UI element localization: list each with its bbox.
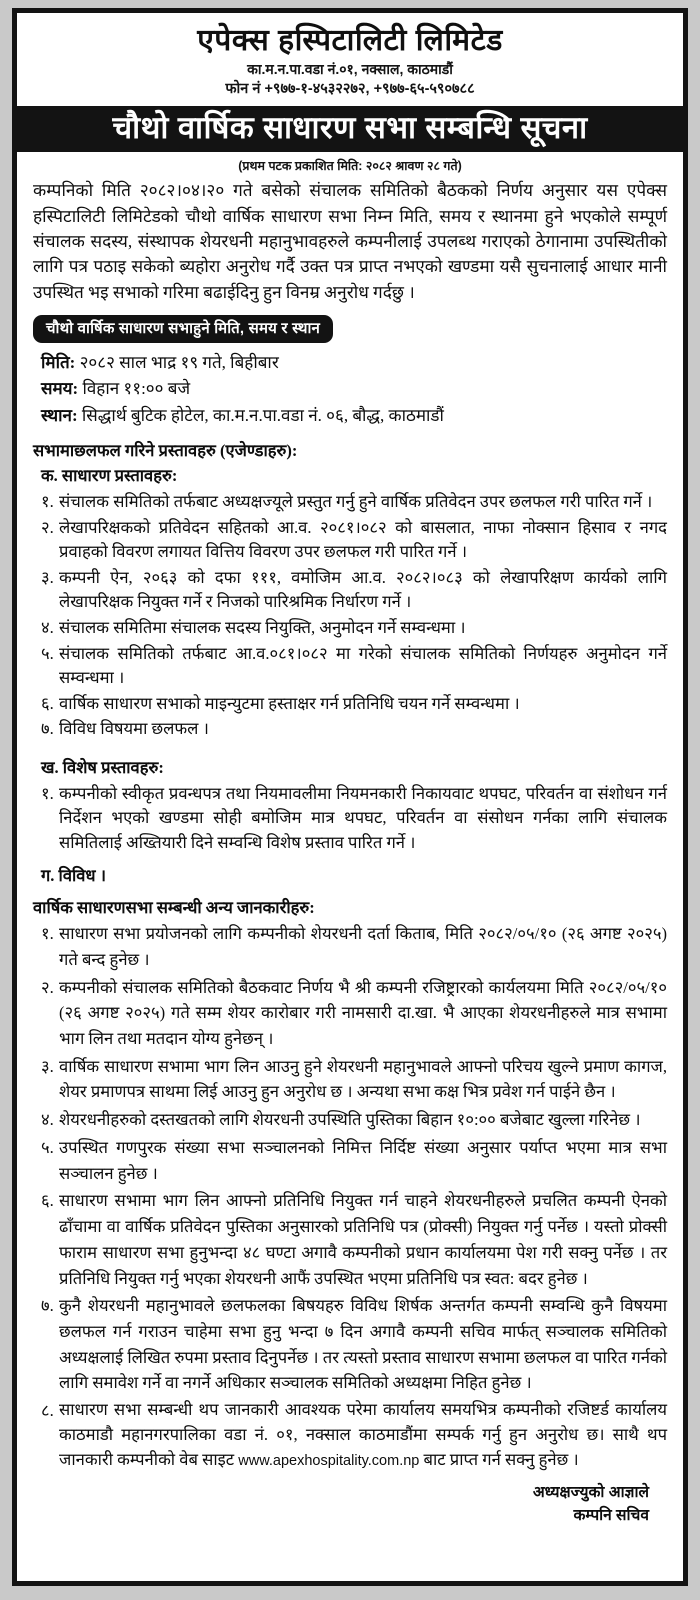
list-item-marker: ५.	[41, 1137, 54, 1157]
agenda-special-heading: ख. विशेष प्रस्तावहरु:	[41, 757, 164, 777]
company-address: का.म.न.पा.वडा नं.०१, नक्साल, काठमाडौं	[247, 61, 453, 78]
meeting-time-label: समय:	[41, 379, 79, 399]
list-item-marker: ५.	[41, 643, 54, 663]
list-item-marker: १.	[41, 492, 54, 512]
list-item-marker: ३.	[41, 1056, 54, 1076]
meeting-venue-label: स्थान:	[41, 405, 78, 425]
list-item-marker: ७.	[41, 719, 54, 739]
list-item-marker: २.	[41, 517, 54, 537]
list-item	[33, 921, 667, 972]
list-item	[33, 490, 667, 515]
list-item-marker: ४.	[41, 617, 54, 637]
list-item	[33, 717, 667, 742]
list-item	[33, 566, 667, 615]
list-item	[33, 1107, 667, 1133]
list-item-text: संचालक समितिको तर्फबाट अध्यक्षज्यूले प्रस्तुत गर्नु हुने वार्षिक प्रतिवेदन उपर छलफल गरी पारित गर्ने ।	[59, 492, 653, 512]
notice-frame	[12, 8, 688, 1586]
notice-body	[17, 178, 683, 1537]
list-item-text: कम्पनी ऐन, २०६३ को दफा १११, वमोजिम आ.व. २०८२।०८३ को लेखापरिक्षण कार्यको लागि लेखापरिक्षक नियुक्त गर्ने र निजको पारिश्रमिक निर्धारण गर्ने ।	[59, 567, 667, 612]
company-website-url[interactable]: www.apexhospitality.com.np	[238, 1452, 420, 1469]
list-item-text: वार्षिक साधारण सभामा भाग लिन आउनु हुने शेयरधनी महानुभावले आफ्नो परिचय खुल्ने प्रमाण कागज, शेयर प्रमाणपत्र साथमा लिई आउनु हुन अनुरोध छ । अन्यथा सभा कक्ष भित्र प्रवेश गर्न पाईने छैन ।	[59, 1056, 667, 1102]
signature-block	[33, 1481, 667, 1528]
list-item-text: कम्पनीको स्वीकृत प्रवन्धपत्र तथा नियमावलीमा नियमनकारी निकायवाट थपघट, परिवर्तन वा संशोधन गर्न निर्देशन भएको खण्डमा सोही बमोजिम मात्र थपघट, परिवर्तन वा संसोधन गर्नका लागि संचालक समितिलाई अख्तियारी दिने सम्व‍न्धि विशेष प्रस्ताव पारित गर्ने ।	[59, 783, 667, 852]
list-item-text: शेयरधनीहरुको दस्तखतको लागि शेयरधनी उपस्थिति पुस्तिका बिहान १०:०० बजेबाट खुल्ला गरिनेछ ।	[59, 1110, 641, 1130]
list-item-text	[59, 1398, 667, 1473]
list-item	[33, 1054, 667, 1105]
agenda-misc-heading: ग. विविध ।	[41, 866, 106, 886]
list-item-text: संचालक समितिको तर्फबाट आ.व.०८१।०८२ मा गरेको संचालक समितिको निर्णयहरु अनुमोदन गर्ने सम्वन्धमा ।	[59, 643, 667, 688]
signature-authority-line: अध्यक्षज्युको आज्ञाले	[532, 1483, 649, 1501]
list-item	[33, 642, 667, 691]
list-item-text: लेखापरिक्षकको प्रतिवेदन सहितको आ.व. २०८१।०८२ को बासलात, नाफा नोक्सान हिसाव र नगद प्रवाहको विवरण लगायत वित्तिय विवरण उपर छलफल गरी पारित गर्ने ।	[59, 517, 667, 562]
list-item	[33, 975, 667, 1052]
meeting-pill-wrapper	[33, 315, 667, 350]
last-item-text-before-url: साधारण सभा सम्बन्धी थप जानकारी आवश्यक परेमा कार्यालय समयभित्र कम्पनीको रजिष्टर्ड कार्यालय काठमाडौ महानगरपालिका वडा नं. ०१, नक्साल काठमाडौंमा सम्पर्क गर्नु हुन अनुरोध छ। साथै थप जानकारी कम्पनीको वेब साइट	[59, 1400, 667, 1469]
list-item-text: संचालक समितिमा संचालक सदस्य नियुक्ति, अनुमोदन गर्ने सम्वन्धमा ।	[59, 617, 466, 637]
list-item	[33, 1135, 667, 1186]
list-item-marker: ३.	[41, 567, 54, 587]
list-item-text: कम्पनीको संचालक समितिको बैठकवाट निर्णय भै श्री कम्पनी रजिष्ट्रारको कार्यलयमा मिति २०८२/०५/१० (२६ अगष्ट २०२५) गते सम्म शेयर कारोबार गरी नामसारी दा.खा. भै आएका शेयरधनीहरुले मात्र सभामा भाग लिन तथा मतदान योग्य हुनेछन् ।	[59, 977, 667, 1049]
agenda-heading: सभामाछलफल गरिने प्रस्तावहरु (एजेण्डाहरु):	[33, 441, 298, 461]
intro-paragraph: कम्पनिको मिति २०८२।०४।२० गते बसेको संचालक समितिको बैठकको निर्णय अनुसार यस एपेक्स हस्पिटालिटी लिमिटेडको चौथो वार्षिक साधारण सभा निम्न मिति, समय र स्थानमा हुने भएकोले सम्पूर्ण संचालक सदस्य, संस्थापक शेयरधनी महानुभावहरुले कम्पनीलाई उपलब्थ गराएको ठेगानामा उपस्थितीको लागि पत्र पठाइ सकेको ब्यहोरा अनुरोध गर्दै उक्त पत्र प्राप्त नभएको खण्डमा यसै सुचनालाई आधार मानी उपस्थित भइ सभाको गरिमा बढाईदिनु हुन विनम्र अनुरोध गर्दछु ।	[33, 181, 667, 302]
meeting-row-date	[41, 350, 667, 377]
list-item-marker: १.	[41, 924, 54, 944]
meeting-venue-value: सिद्धार्थ बुटिक होटेल, का.म.न.पा.वडा नं. ०६, बौद्ध, काठमाडौं	[81, 405, 444, 425]
other-info-list	[33, 921, 667, 1473]
meeting-date-value: २०८२ साल भाद्र १९ गते, बिहीबार	[79, 352, 279, 372]
list-item	[33, 516, 667, 565]
meeting-details-pill: चौथो वार्षिक साधारण सभाहुने मिति, समय र स्थान	[33, 315, 333, 343]
list-item-marker: ४.	[41, 1110, 54, 1130]
company-phone: फोन नं +९७७-१-४५३२२७२, +९७७-६५-५९०७८८	[225, 81, 475, 98]
list-item-text: साधारण सभामा भाग लिन आफ्नो प्रतिनिधि नियुक्त गर्न चाहने शेयरधनीहरुले प्रचलित कम्पनी ऐनको ढाँचामा वा वार्षिक प्रतिवेदन पुस्तिका अनुसारको प्रतिनिधि पत्र (प्रोक्सी) नियुक्त गर्नु पर्नेछ । यस्तो प्रोक्सी फाराम साधारण सभा हुनुभन्दा ४८ घण्टा अगावै कम्पनीको प्रधान कार्यालयमा पेश गरी सक्नु पर्नेछ । तर प्रतिनिधि नियुक्त गर्नु भएका शेयरधनी आफैं उपस्थित भएमा प्रतिनिधि पत्र स्वत: बदर हुनेछ ।	[59, 1191, 667, 1288]
meeting-time-value: विहान ११:०० बजे	[82, 379, 191, 399]
list-item-text: साधारण सभा प्रयोजनको लागि कम्पनीको शेयरधनी दर्ता किताब, मिति २०८२/०५/१० (२६ अगष्ट २०२५) गते बन्द हुनेछ ।	[59, 924, 667, 969]
company-name: एपेक्स हस्पिटालिटी लिमिटेड	[197, 24, 503, 57]
last-item-text-after-url: बाट प्राप्त गर्न सक्नु हुनेछ ।	[419, 1449, 579, 1469]
meeting-row-time	[41, 376, 667, 403]
list-item-marker: ७.	[41, 1296, 54, 1316]
list-item-marker: १.	[41, 783, 54, 803]
signature-title-line: कम्पनि सचिव	[573, 1507, 649, 1525]
list-item-text: वार्षिक साधारण सभाको माइन्युटमा हस्ताक्षर गर्न प्रतिनिधि चयन गर्ने सम्वन्धमा ।	[59, 693, 520, 713]
list-item	[33, 1293, 667, 1396]
list-item	[33, 692, 667, 717]
list-item-marker: ८.	[41, 1401, 54, 1421]
list-item-text: विविध विषयमा छलफल ।	[59, 719, 209, 739]
list-item	[33, 616, 667, 641]
notice-title-banner: चौथो वार्षिक साधारण सभा सम्बन्धि सूचना	[17, 106, 683, 153]
masthead	[17, 13, 683, 106]
agenda-special-list	[33, 782, 667, 856]
other-info-heading: वार्षिक साधारणसभा सम्बन्धी अन्य जानकारीहरु:	[33, 898, 315, 918]
agenda-ordinary-list	[33, 490, 667, 741]
list-item-text: उपस्थित गणपुरक संख्या सभा सञ्चालनको निमित्त निर्दिष्ट संख्या अनुसार पर्याप्त भएमा मात्र सभा सञ्चालन हुनेछ ।	[59, 1137, 667, 1183]
list-item	[33, 782, 667, 856]
list-item-text: कुनै शेयरधनी महानुभावले छलफलका बिषयहरु विविध शिर्षक अन्तर्गत कम्पनी सम्व‍न्धि कुनै विषयमा छलफल गर्न गराउन चाहेमा सभा हुनु भन्दा ७ दिन अगावै कम्पनी सचिव मार्फत् सञ्चालक समितिको अध्यक्षलाई लिखित रुपमा प्रस्ताव दिनुपर्नेछ । तर त्यस्तो प्रस्ताव साधारण सभामा छलफल वा पारित गर्नको लागि समावेश गर्ने वा नगर्ने अधिकार सञ्चालक समितिको अध्यक्षमा निहित हुनेछ ।	[59, 1296, 667, 1393]
meeting-date-label: मिति:	[41, 352, 76, 372]
list-item-marker: ६.	[41, 1191, 54, 1211]
list-item	[33, 1188, 667, 1291]
list-item-marker: २.	[41, 977, 54, 997]
agenda-ordinary-heading: क. साधारण प्रस्तावहरु:	[41, 466, 178, 486]
publish-date-line: (प्रथम पटक प्रकाशित मिति: २०८२ श्रावण २८ गते)	[238, 159, 462, 174]
meeting-row-venue	[41, 403, 667, 430]
meeting-details-list	[33, 350, 667, 430]
list-item-with-url	[33, 1398, 667, 1473]
list-item-marker: ६.	[41, 693, 54, 713]
